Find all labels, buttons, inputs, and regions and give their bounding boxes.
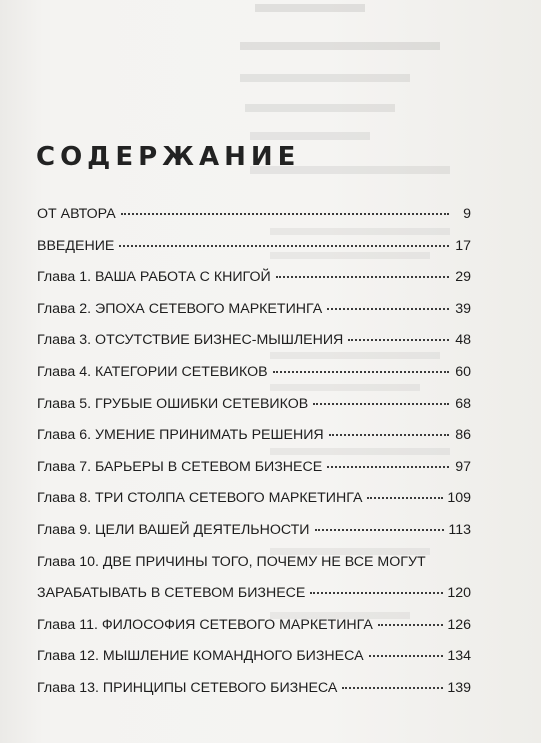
toc-entry-page: 134	[447, 648, 471, 665]
toc-entry	[37, 452, 471, 484]
toc-entry-label: Глава 10. ДВЕ ПРИЧИНЫ ТОГО, ПОЧЕМУ НЕ ВСЕ МОГУТ	[37, 553, 426, 570]
dot-leader	[121, 213, 449, 215]
toc-entry-page: 68	[455, 395, 471, 412]
toc-entry	[37, 515, 471, 547]
toc-entry-label: Глава 8. ТРИ СТОЛПА СЕТЕВОГО МАРКЕТИНГА	[37, 490, 363, 507]
dot-leader	[273, 371, 449, 373]
toc-entry-page: 48	[455, 332, 471, 349]
toc-entry-page: 9	[463, 206, 471, 222]
dot-leader	[342, 687, 443, 689]
dot-leader	[367, 497, 443, 499]
toc-entry-label: Глава 13. ПРИНЦИПЫ СЕТЕВОГО БИЗНЕСА	[37, 679, 338, 696]
toc-entry-page: 126	[447, 616, 471, 633]
toc-entry-label-continued: ЗАРАБАТЫВАТЬ В СЕТЕВОМ БИЗНЕСЕ	[37, 585, 306, 602]
toc-entry-label: Глава 7. БАРЬЕРЫ В СЕТЕВОМ БИЗНЕСЕ	[37, 458, 323, 475]
toc-entry	[37, 483, 471, 515]
dot-leader	[313, 403, 449, 405]
toc-entry-page: 60	[455, 363, 471, 380]
toc-entry-page: 120	[447, 585, 471, 602]
toc-entry-label: Глава 5. ГРУБЫЕ ОШИБКИ СЕТЕВИКОВ	[37, 395, 309, 412]
toc-entry-label: Глава 1. ВАША РАБОТА С КНИГОЙ	[37, 269, 271, 286]
toc-entry-page: 86	[455, 427, 471, 444]
toc-entry	[37, 199, 471, 231]
toc-entry-label: ОТ АВТОРА	[37, 206, 116, 222]
toc-entry-label: Глава 9. ЦЕЛИ ВАШЕЙ ДЕЯТЕЛЬНОСТИ	[37, 521, 310, 538]
toc-entry-label: ВВЕДЕНИЕ	[37, 237, 115, 254]
toc-entry-label: Глава 3. ОТСУТСТВИЕ БИЗНЕС-МЫШЛЕНИЯ	[37, 332, 344, 349]
toc-entry-page: 109	[447, 490, 471, 507]
toc-entry-label: Глава 12. МЫШЛЕНИЕ КОМАНДНОГО БИЗНЕСА	[37, 648, 364, 665]
dot-leader	[276, 276, 449, 278]
toc-entry-page: 39	[455, 300, 471, 317]
dot-leader	[348, 339, 449, 341]
toc-entry	[37, 389, 471, 421]
toc-entry	[37, 325, 471, 357]
toc-entry	[37, 294, 471, 326]
toc-entry-label: Глава 2. ЭПОХА СЕТЕВОГО МАРКЕТИНГА	[37, 300, 323, 317]
dot-leader	[329, 434, 449, 436]
page-title: СОДЕРЖАНИЕ	[36, 142, 301, 172]
dot-leader	[369, 655, 444, 657]
toc-entry	[37, 641, 471, 673]
toc-entry-page: 17	[455, 237, 471, 254]
dot-leader	[378, 624, 443, 626]
dot-leader	[327, 466, 449, 468]
dot-leader	[315, 529, 445, 531]
toc-entry	[37, 673, 471, 705]
toc-entry-page: 139	[447, 679, 471, 696]
toc-entry-page: 29	[455, 269, 471, 286]
toc-entry	[37, 547, 471, 610]
toc-entry	[37, 262, 471, 294]
dot-leader	[310, 592, 443, 594]
toc-entry	[37, 610, 471, 642]
toc-entry-page: 113	[448, 521, 471, 538]
toc-entry-label: Глава 6. УМЕНИЕ ПРИНИМАТЬ РЕШЕНИЯ	[37, 427, 324, 444]
dot-leader	[327, 308, 449, 310]
toc-entry	[37, 231, 471, 263]
dot-leader	[119, 245, 449, 247]
toc-entry-page: 97	[455, 458, 471, 475]
toc-entry	[37, 420, 471, 452]
table-of-contents	[37, 199, 471, 705]
toc-entry	[37, 357, 471, 389]
toc-entry-label: Глава 4. КАТЕГОРИИ СЕТЕВИКОВ	[37, 363, 268, 380]
toc-entry-label: Глава 11. ФИЛОСОФИЯ СЕТЕВОГО МАРКЕТИНГА	[37, 616, 373, 633]
